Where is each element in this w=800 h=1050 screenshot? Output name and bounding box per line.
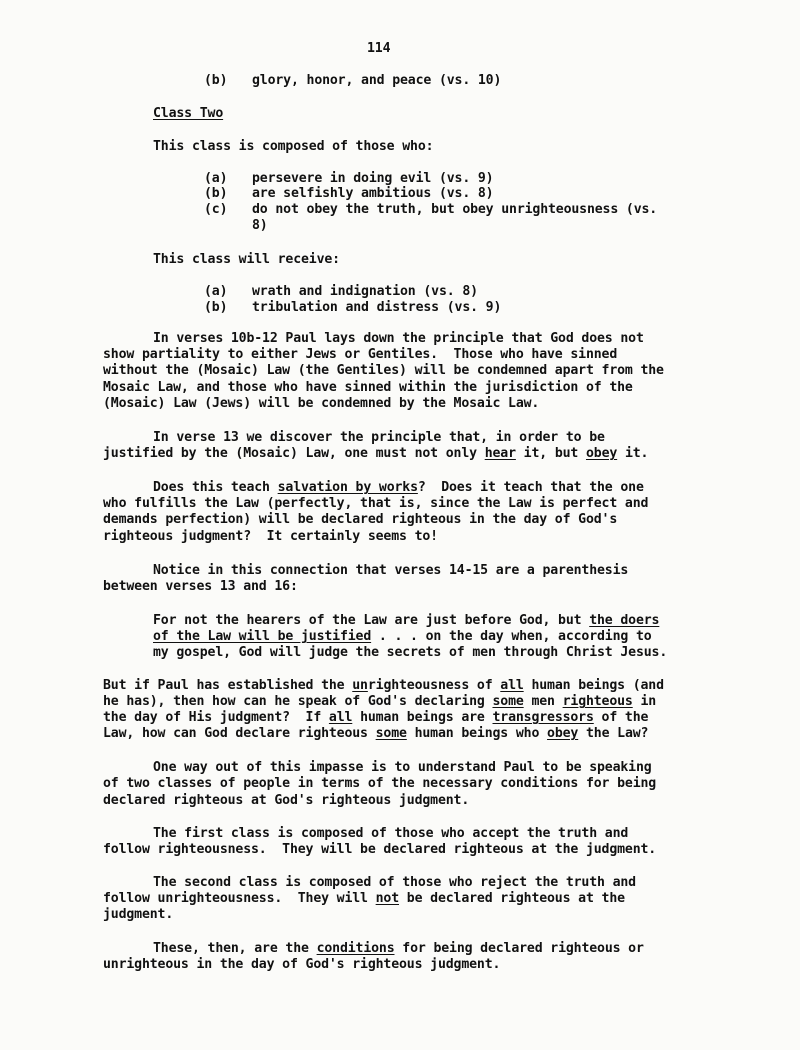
paragraph-line: declared righteous at God's righteous judgment. [103,793,470,808]
quote-line: of the Law will be justified . . . on the day when, according to [153,629,652,644]
list-item-label: (c) [204,202,228,217]
paragraph-line: The second class is composed of those who reject the truth and [153,875,636,890]
paragraph-line: The first class is composed of those who accept the truth and [153,826,629,841]
list-item-text: do not obey the truth, but obey unrighteousness (vs. [252,202,658,217]
paragraph-line: follow unrighteousness. They will not be declared righteous at the [103,891,625,906]
quote-line: my gospel, God will judge the secrets of men through Christ Jesus. [153,645,668,660]
page-number: 114 [367,41,391,56]
list-item-label: (b) [204,186,228,201]
paragraph-line: justified by the (Mosaic) Law, one must not only hear it, but obey it. [103,446,649,461]
paragraph-line: he has), then how can he speak of God's declaring some men righteous in [103,694,657,709]
list-item-text-continued: 8) [252,218,268,233]
receive-intro: This class will receive: [153,252,340,267]
paragraph-line: Mosaic Law, and those who have sinned within the jurisdiction of the [103,380,633,395]
paragraph-line: demands perfection) will be declared righteous in the day of God's [103,512,618,527]
list-item-text: are selfishly ambitious (vs. 8) [252,186,494,201]
list-item-text: persevere in doing evil (vs. 9) [252,171,494,186]
paragraph-line: unrighteous in the day of God's righteous judgment. [103,957,501,972]
paragraph-line: (Mosaic) Law (Jews) will be condemned by the Mosaic Law. [103,396,540,411]
list-item-text: wrath and indignation (vs. 8) [252,284,478,299]
paragraph-line: the day of His judgment? If all human beings are transgressors of the [103,710,649,725]
paragraph-line: without the (Mosaic) Law (the Gentiles) will be condemned apart from the [103,363,664,378]
list-item-label: (a) [204,171,228,186]
paragraph-line: follow righteousness. They will be declared righteous at the judgment. [103,842,657,857]
paragraph-line: between verses 13 and 16: [103,579,298,594]
paragraph-line: In verses 10b-12 Paul lays down the principle that God does not [153,331,644,346]
paragraph-line: These, then, are the conditions for being declared righteous or [153,941,644,956]
list-item-text: glory, honor, and peace (vs. 10) [252,73,502,88]
paragraph-line: But if Paul has established the unrighteousness of all human beings (and [103,678,664,693]
paragraph-line: In verse 13 we discover the principle that, in order to be [153,430,605,445]
paragraph-line: One way out of this impasse is to understand Paul to be speaking [153,760,652,775]
list-item-label: (b) [204,300,228,315]
paragraph-line: show partiality to either Jews or Gentiles. Those who have sinned [103,347,618,362]
paragraph-line: who fulfills the Law (perfectly, that is, since the Law is perfect and [103,496,649,511]
paragraph-line: Law, how can God declare righteous some human beings who obey the Law? [103,726,649,741]
paragraph-line: of two classes of people in terms of the necessary conditions for being [103,776,657,791]
paragraph-line: Notice in this connection that verses 14-15 are a parenthesis [153,563,629,578]
class-two-heading: Class Two [153,106,224,121]
list-item-label: (a) [204,284,228,299]
composed-intro: This class is composed of those who: [153,139,434,154]
quote-line: For not the hearers of the Law are just before God, but the doers [153,613,660,628]
paragraph-line: judgment. [103,907,174,922]
list-item-text: tribulation and distress (vs. 9) [252,300,502,315]
list-item-label: (b) [204,73,228,88]
paragraph-line: righteous judgment? It certainly seems to! [103,529,438,544]
paragraph-line: Does this teach salvation by works? Does it teach that the one [153,480,644,495]
